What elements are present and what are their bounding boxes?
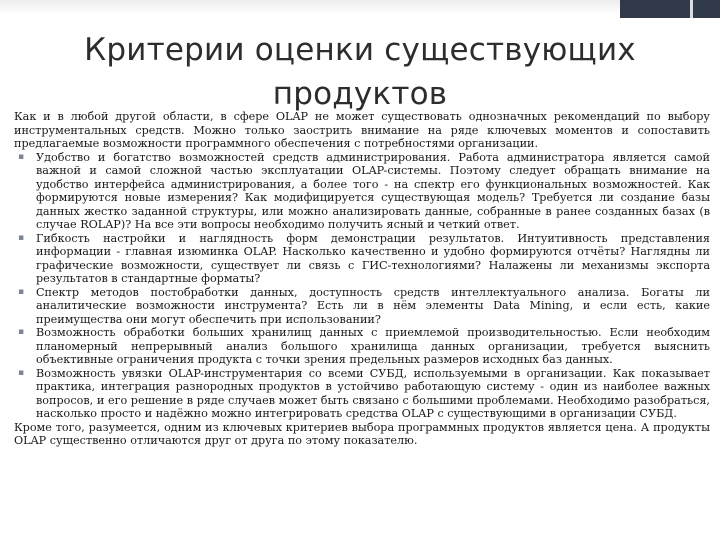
corner-decoration-line [690, 0, 693, 18]
criteria-text: Возможность обработки больших хранилищ данных с приемлемой производительностью. Если необходим планомерный непрерывный анализ большого хранилища данных организации, требуется выяснить объективные ограничения продукта с точки зрения предельных размеров исходных баз данных. [36, 326, 710, 366]
square-bullet-icon: ▪ [18, 151, 25, 162]
conclusion-paragraph: Кроме того, разумеется, одним из ключевых критериев выбора программных продуктов является цена. А продукты OLAP существенно отличаются друг от друга по этому показателю. [14, 420, 710, 447]
slide-body [14, 110, 710, 448]
criteria-item [14, 232, 710, 286]
criteria-text: Гибкость настройки и наглядность форм демонстрации результатов. Интуитивность представления информации - главная изюминка OLAP. Насколько качественно и удобно формируются отчёты? Наглядны ли графические возможности, существует ли связь с ГИС-технологиями? Налажены ли механизмы экспорта результатов в стандартные форматы? [36, 231, 710, 285]
criteria-text: Удобство и богатство возможностей средств администрирования. Работа администратора является самой важной и самой сложной частью эксплуатации OLAP-системы. Поэтому следует обращать внимание на удобство интерфейса администрирования, а более того - на спектр его функциональных возможностей. Как формируются новые измерения? Как модифицируется существующая модель? Требуется ли создание базы данных жестко заданной структуры, или можно анализировать данные, собранные в ранее созданных базах (в случае ROLAP)? На все эти вопросы необходимо получить ясный и четкий ответ. [36, 150, 710, 231]
square-bullet-icon: ▪ [18, 327, 25, 337]
square-bullet-icon: ▪ [18, 367, 25, 378]
criteria-item [14, 326, 710, 367]
criteria-text: Спектр методов постобработки данных, доступность средств интеллектуального анализа. Богаты ли аналитические возможности инструмента? Есть ли в нём элементы Data Mining, и если есть, какие преимущества они могут обеспечить при использовании? [36, 285, 710, 326]
criteria-item [14, 286, 710, 327]
criteria-list [14, 151, 710, 421]
slide-title: Критерии оценки существующих продуктов [84, 32, 636, 112]
criteria-item [14, 151, 710, 232]
square-bullet-icon: ▪ [18, 232, 25, 243]
header-band [0, 0, 720, 14]
square-bullet-icon: ▪ [18, 286, 25, 297]
intro-paragraph: Как и в любой другой области, в сфере OLAP не может существовать однозначных рекомендаций по выбору инструментальных средств. Можно только заострить внимание на ряде ключевых моментов и сопоставить предлагаемые возможности программного обеспечения с потребностями организации. [14, 110, 710, 150]
corner-decoration [620, 0, 720, 18]
criteria-item [14, 367, 710, 421]
criteria-text: Возможность увязки OLAP-инструментария со всеми СУБД, используемыми в организации. Как показывает практика, интеграция разнородных продуктов в устойчиво работающую систему - один из наиболее важных вопросов, и его решение в ряде случаев может быть связано с большими проблемами. Необходимо разобраться, насколько просто и надёжно можно интегрировать средства OLAP с существующими в организации СУБД. [36, 366, 710, 420]
